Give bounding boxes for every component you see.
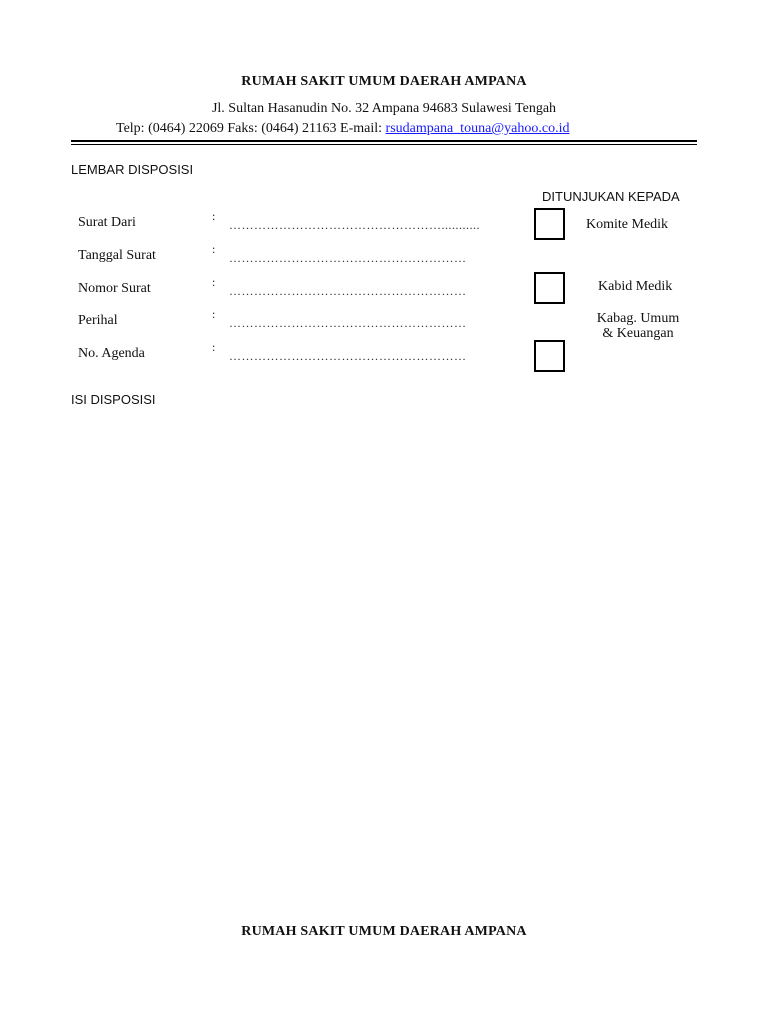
section-title: LEMBAR DISPOSISI: [71, 162, 194, 177]
field-label-surat-dari: Surat Dari: [78, 215, 136, 230]
footer-title: RUMAH SAKIT UMUM DAERAH AMPANA: [241, 924, 527, 939]
recipient-label-line2: & Keuangan: [602, 326, 674, 341]
field-input-surat-dari[interactable]: ……………………………………………...........: [229, 218, 480, 232]
recipient-label-kabid-medik: Kabid Medik: [598, 279, 673, 294]
field-input-no-agenda[interactable]: …………………………………………………: [229, 349, 467, 363]
header-rule-thick: [71, 140, 697, 142]
recipient-label-kabag-umum: [590, 311, 686, 342]
recipients-title: DITUNJUKAN KEPADA: [542, 189, 680, 204]
recipient-label-line1: Kabag. Umum: [596, 311, 680, 326]
field-input-perihal[interactable]: …………………………………………………: [229, 316, 467, 330]
hospital-title: RUMAH SAKIT UMUM DAERAH AMPANA: [241, 74, 527, 89]
field-label-tanggal-surat: Tanggal Surat: [78, 248, 156, 263]
field-colon: :: [212, 275, 216, 289]
checkbox-kabag-umum[interactable]: [534, 340, 565, 372]
field-input-nomor-surat[interactable]: …………………………………………………: [229, 284, 467, 298]
contact-text: Telp: (0464) 22069 Faks: (0464) 21163 E-mail:: [116, 121, 386, 136]
field-label-nomor-surat: Nomor Surat: [78, 281, 151, 296]
header-rule-thin: [71, 144, 697, 145]
field-label-perihal: Perihal: [78, 313, 118, 328]
field-colon: :: [212, 209, 216, 223]
contact-line: [116, 121, 570, 137]
field-label-no-agenda: No. Agenda: [78, 346, 145, 361]
field-input-tanggal-surat[interactable]: …………………………………………………: [229, 251, 467, 265]
content-title: ISI DISPOSISI: [71, 392, 156, 407]
checkbox-kabid-medik[interactable]: [534, 272, 565, 304]
email-link[interactable]: rsudampana_touna@yahoo.co.id: [385, 121, 570, 136]
checkbox-komite-medik[interactable]: [534, 208, 565, 240]
field-colon: :: [212, 242, 216, 256]
recipient-label-komite-medik: Komite Medik: [586, 217, 669, 232]
address-line: Jl. Sultan Hasanudin No. 32 Ampana 94683 Sulawesi Tengah: [211, 101, 557, 116]
field-colon: :: [212, 340, 216, 354]
field-colon: :: [212, 307, 216, 321]
